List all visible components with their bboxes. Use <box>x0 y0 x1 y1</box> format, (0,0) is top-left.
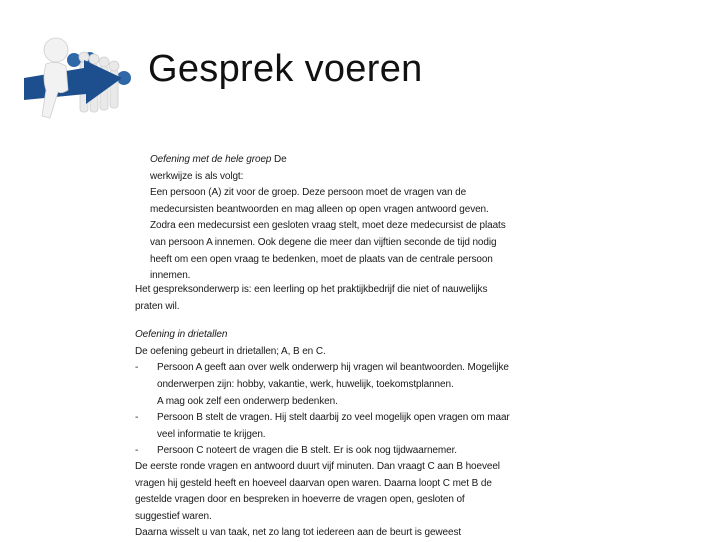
text-line: veel informatie te krijgen. <box>157 428 266 440</box>
section-rounds <box>135 459 525 542</box>
section-group-exercise <box>150 152 506 285</box>
text-line: vragen hij gesteld heeft en hoeveel daarvan open waren. Daarna loopt C met B de <box>135 477 492 489</box>
text-line: werkwijze is als volgt: <box>150 170 244 182</box>
people-arrow-gears-icon <box>22 28 142 124</box>
text-line: Het gespreksonderwerp is: een leerling op het praktijkbedrijf die niet of nauwelijks <box>135 284 488 295</box>
text-line: innemen. <box>150 270 191 282</box>
section-heading: Oefening met de hele groep <box>150 154 272 165</box>
dash-bullet: - <box>135 412 139 424</box>
list-item <box>135 443 525 460</box>
section-trio-exercise <box>135 282 525 460</box>
text-line: Persoon B stelt de vragen. Hij stelt daarbij zo veel mogelijk open vragen om maar <box>157 412 510 424</box>
text-line: heeft om een open vraag te bedenken, moet de plaats van de centrale persoon <box>150 253 493 265</box>
text-line <box>150 152 506 169</box>
heading-tail: De <box>271 154 287 165</box>
list-item <box>135 360 525 410</box>
dash-bullet: - <box>135 362 139 374</box>
logo-image <box>22 28 142 124</box>
slide-title: Gesprek voeren <box>148 48 423 90</box>
list-item <box>135 410 525 443</box>
text-line: Persoon C noteert de vragen die B stelt. Er is ook nog tijdwaarnemer. <box>157 445 457 457</box>
text-line: De eerste ronde vragen en antwoord duurt vijf minuten. Dan vraagt C aan B hoeveel <box>135 461 500 472</box>
text-line: Persoon A geeft aan over welk onderwerp hij vragen wil beantwoorden. Mogelijke <box>157 362 509 374</box>
text-line: van persoon A innemen. Ook degene die meer dan vijftien seconde de tijd nodig <box>150 236 497 248</box>
text-line: Daarna wisselt u van taak, net zo lang tot iedereen aan de beurt is geweest <box>135 527 462 539</box>
text-line: suggestief waren. <box>135 510 212 522</box>
text-line: Een persoon (A) zit voor de groep. Deze persoon moet de vragen van de <box>150 187 467 199</box>
text-line: onderwerpen zijn: hobby, vakantie, werk, huwelijk, toekomstplannen. <box>157 378 454 390</box>
text-line: medecursisten beantwoorden en mag alleen op open vragen antwoord geven. <box>150 203 489 215</box>
text-line: gestelde vragen door en bespreken in hoeverre de vragen open, gesloten of <box>135 494 465 506</box>
text-line: praten wil. <box>135 300 180 312</box>
text-line: Zodra een medecursist een gesloten vraag stelt, moet deze medecursist de plaats <box>150 220 506 232</box>
text-line: A mag ook zelf een onderwerp bedenken. <box>157 395 338 407</box>
section-heading: Oefening in drietallen <box>135 329 228 341</box>
text-line: De oefening gebeurt in drietallen; A, B en C. <box>135 345 326 357</box>
dash-bullet: - <box>135 445 139 457</box>
